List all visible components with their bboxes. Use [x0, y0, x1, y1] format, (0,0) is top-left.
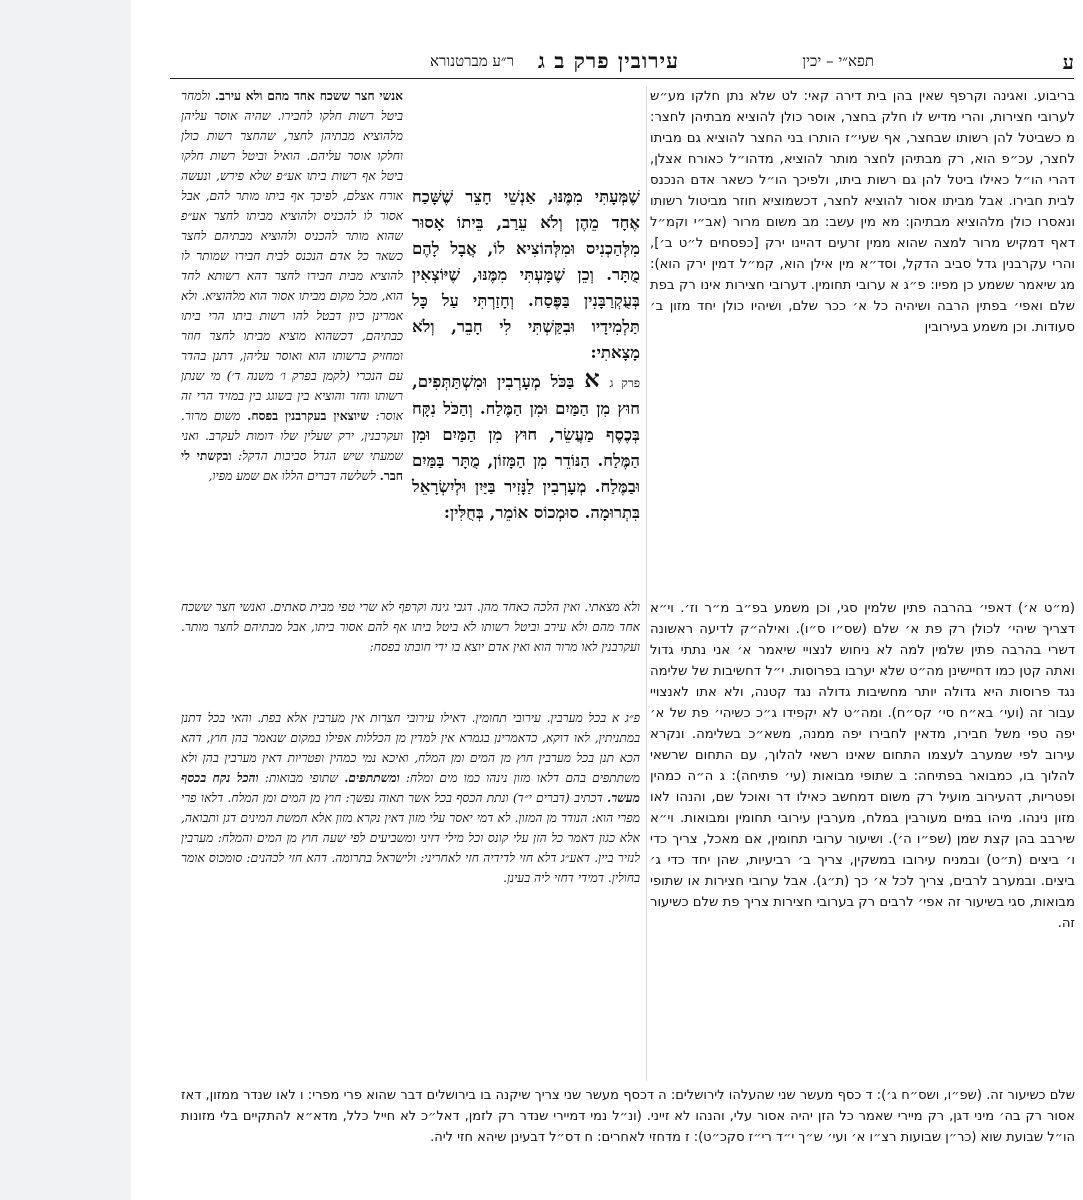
commentary-text: פ״ג א בכל מערבין. עירובי תחומין. דאילו עירובי חצרות אין מערבין אלא בפת. והאי בכל דתנן במתניתין, לאו דוקא, כדאמרינן בגמרא אין למדין מן הכללות אפילו במקום שנאמר בהן חוץ, דהא הכא תנן בכל מערבין חוץ מן המים ומן המלח, ואיכא נמי כמהין ופטריות דאין מערבין בהן ולא משתתפים בהם דלאו מזון נינהו כמו מים ומלח:	[181, 711, 640, 785]
lemma: שיוצאין בעקרבנין בפסח.	[247, 409, 369, 423]
commentary-text: שתופי מבואות:	[264, 771, 338, 785]
page-title: עירובין פרק ב ג	[537, 48, 679, 73]
edition-label: תפא״י – יכין	[802, 52, 874, 70]
footnote-text: שלם כשיעור זה. (שפ״ו, ושס״ח ג׳): ד כסף מעשר שני שהעלהו לירושלים: ה דכסף מעשר שני צריך שיקנה בו בירושלים דבר שהוא פרי מפרי: ו לאו שנדר ממזון, דאז אסור רק בה׳ מיני דגן, רק מיירי שאמר כל הזן יהיה אסור עלי, והנהו לא זייני. (ונ״ל נמי דמיירי שנדר רק לזמן, דאל״כ לא חייל כלל, מדא״א להתקיים בלי מזונות הו״ל שבועת שוא (כר״ן שבועות רצ״ו א׳ ועי׳ ש״ך י״ד רי״ז סקכ״ט): ז מדחזי לאחרים: ח דס״ל דבעינן שיהא חזי ליה.	[181, 1088, 1075, 1145]
scan-margin	[0, 0, 131, 1200]
page-header	[170, 50, 1074, 79]
commentary-label: ר״ע מברטנורא	[430, 52, 514, 70]
commentary-paragraph: (מ״ט א׳) דאפי׳ בהרבה פתין שלמין סגי, וכן משמע בפ״ב מ״ר וז׳. וי״א דצריך שיהי׳ לכולן רק פת א׳ שלם (שס״ו ס״ו). ואילה״ק לדיעה ראשונה דשרי בהרבה פתין שלמין למה לא ניחוש לנצויי שיאמר א׳ אני נתתי גדול ואתה קטן כמו דחיישינן מה״ט שלא יערבו בפרוסות. י״ל דחשיבות של שלימה נגד פרוסות היא גדולה יותר מחשיבות גדולה נגד קטנה, ולא אתו לאנצויי עבור זה (ועי׳ בא״ח סי׳ קס״ח). ומה״ט לא יקפידו ג״כ כשיהי׳ פת של א׳ יפה טפי משל חבירו, מדאין לחבירו יפה ממנה, משא״כ בשלימה. ונקרא עירוב לפי שמערב לעצמו התחום שאינו רשאי להלוך, עם התחום שרשאי להלוך בו, כמבואר בפתיחה: ב שתופי מבואות (עי׳ פתיחה): ג ה״ה כמהין ופטריות, דהעירוב מועיל רק משום דמחשב כאילו דר ואוכל שם, והנהו לאו מזון נינהו. מיהו במים מעורבין במלח, מערבין עירובי תחומין ומבואות. וי״א שירבב בהן קצת שמן (שפ״ו ה׳). ושיעור ערובי תחומין, אם מאכל, צריך כדי ו׳ ביצים (ת״ט) ובמניח עירובו במשקין, צריך ב׳ רביעיות, שהן יחד כדי ג׳ ביצים. ובמערב לרבים, צריך לכל א׳ כך (ת״ג). אבל ערובי חצירות או שתופי מבואות, סגי בשיעור זה אפי׳ לרבים רק בערובי חצירות צריך פת שלם כשיעור זה.	[650, 601, 1075, 931]
lemma: ובקשתי לי חבר.	[181, 449, 403, 483]
bartenura-chapter-3	[181, 708, 640, 1098]
commentary-text: ולמחר ביטל רשות חלקו לחבירו. שהיה אוסר עליהן מלהוציא מבתיהן לחצר, שהחצר רשות כולן וחלקו אוסר עליהם. הואיל וביטל רשות חלקו ביטל אף רשות ביתו אע״פ שלא פירש, ונעשה אורח אצלם, לפיכך אף ביתו מותר להם, אבל אסור לו להכניס ולהוציא מביתו לחצר אע״פ שהוא מותר להכניס ולהוציא מבתיהם לחצר כשאר כל אדם הנכנס לבית חבירו שמותר לו להוציא מבית חבירו לחצר דהא רשותא לחד הוא, מכל מקום מביתו אסור הוא מלהוציא. ולא אמרינן כיון דבטל להו רשות ביתו הרי ביתו כבתיהם, דכשהוא מוציא מביתו לחצר חוזר ומחזיק ברשותו הוא ואוסר עליהן, דתנן בהדר עם הנכרי (לקמן בפרק ו׳ משנה ד׳) מי שנתן רשותו וחזר והוציא בין בשוגג בין במזיד הרי זה אוסר:	[181, 89, 403, 423]
column-divider	[646, 86, 647, 1081]
lemma: אנשי חצר ששכח אחד מהם ולא עירב.	[214, 89, 403, 103]
commentary-paragraph	[181, 86, 403, 486]
perek-label: פרק ג	[609, 376, 640, 390]
bartenura-column	[181, 86, 403, 596]
commentary-paragraph: בריבוע. ואגינה וקרפף שאין בהן בית דירה קאי: לט שלא נתן חלקו מע״ש לערובי חצירות, והרי מדיש לו חלק בחצר, אוסר כולן להוציא מבתיהן לחצר: מ כשביטל להן רשותו שבחצר, אף שעי״ז הותרו בני החצר להוציא גם מביתו לחצר, עכ״פ הוא, רק מבתיהן לחצר מותר להוציא, מדהו״ל כאורח אצלן, דהרי הו״ל כאילו ביטל להן גם רשות ביתו, ולפיכך הו״ל כשאר אדם הנכנס לבית חבירו. אבל מביתו אסור להוציא לחצר, דכשמוציא חוזר מביטול רשותו ונאסרו כולן מלהוציא מבתיהן: מא מין עשב: מב משום מרור (אב״י וקמ״ל דאף דמקיש מרור למצה שהוא ממין זרעים דהיינו ירק [כפסחים ל״ט ב׳], והרי עקרבנין גדל סביב הדקל, וסד״א מין אילן הוא, קמ״ל דמין ירק הוא): מג שיאמר ששמע כן מפיו: פ״ג א ערובי תחומין. דערובי חצירות אינו רק בפת שלם ואפי׳ בפתין הרבה ושיהיה כל א׳ ככר שלם, ושיהיו כולן יחד מזון ב׳ סעודות. וכן משמע בעירובין	[650, 89, 1075, 335]
lemma: והכל נקח בכסף מעשר.	[181, 771, 640, 805]
mishnah-big-letter: א	[584, 364, 600, 393]
mishnah-line: שֶׁמְּעָתִּי מִמֶּנּוּ, אַנְשֵׁי חָצֵר שֶׁשָּׁכַח אֶחָד מֵהֶן וְלֹא עֵרַב, בֵּיתוֹ אָסוּר מִלְּהַכְנִיס וּמִלְּהוֹצִיא לוֹ, אֲבָל לָהֶם מֻתָּר. וְכֵן שֶׁמָּעְתִּי מִמֶּנּוּ, שֶׁיּוֹצְאִין בְּעֻקְרַבָּנִין בַּפֶּסַח. וְחָזַרְתִּי עַל כָּל תַּלְמִידָיו וּבִקַּשְׁתִּי לִי חָבֵר, וְלֹא מָצָאתִי:	[412, 187, 640, 362]
tiferet-yisrael-lower	[650, 598, 1075, 1098]
footnotes	[181, 1085, 1075, 1175]
commentary-paragraph	[181, 708, 640, 888]
mishnah-line: בַּכֹּל מְעָרְבִין וּמִשְׁתַּתְּפִים, חוּץ מִן הַמַּיִם וּמִן הַמֶּלַח. וְהַכֹּל נִקָּח בְּכֶסֶף מַעֲשֵׂר, חוּץ מִן הַמַּיִם וּמִן הַמֶּלַח. הַנּוֹדֵר מִן הַמָּזוֹן, מֻתָּר בַּמַּיִם וּבַמֶּלַח. מְעָרְבִין לַנָּזִיר בַּיַּיִן וּלְיִשְׂרָאֵל בִּתְרוּמָה. סוּמְכוֹס אוֹמֵר, בְּחֻלִּין:	[412, 372, 640, 522]
tiferet-yisrael-column	[650, 86, 1075, 590]
commentary-text: לשלשה דברים הללו אם שמע מפיו,	[208, 469, 376, 483]
commentary-text: דכתיב (דברים י״ד) ונתת הכסף בכל אשר תאוה נפשך: חוץ מן המים ומן המלח. דלאו פרי מפרי הוא: הנודר מן המזון. לא דמי יאסר עלי מזון דאין נקרא מזון אלא חמשת המינים דגן ותבואה, אלא כגון דאמר כל הזן עלי קונס וכל מילי דזיני ומשביעים לפי שעה חוץ מן המים והמלח: מערבין לנזיר ביין. דאע״ג דלא חזי לדידיה חזי לאחריני: ולישראל בתרומה. דהא חזי לכהנים: סומכוס אומר בחולין. דמידי דחזי ליה בעינן.	[181, 791, 640, 885]
mishnah-text	[412, 184, 640, 526]
bartenura-wide-block	[181, 597, 640, 705]
commentary-text: משום מרור. ועקרבנין, ירק שעלין שלו דומות לעקרב. ואני שמעתי שיש הגדל סביבות הדקל:	[181, 409, 403, 463]
page-number: ע	[1062, 50, 1074, 74]
lemma: ומשתתפים.	[344, 771, 400, 785]
commentary-paragraph: ולא מצאתי. ואין הלכה כאחד מהן. דגבי גינה וקרפף לא שרי טפי מבית סאתים. ואנשי חצר ששכח אחד מהם ולא עירב וביטל רשותו לא ביטל ביתו אף להם אסור ביתו, אבל מבתיהם לחצר מותר. ועקרבנין לאו מרור הוא ואין אדם יוצא בו ידי חובתו בפסח:	[181, 600, 640, 654]
